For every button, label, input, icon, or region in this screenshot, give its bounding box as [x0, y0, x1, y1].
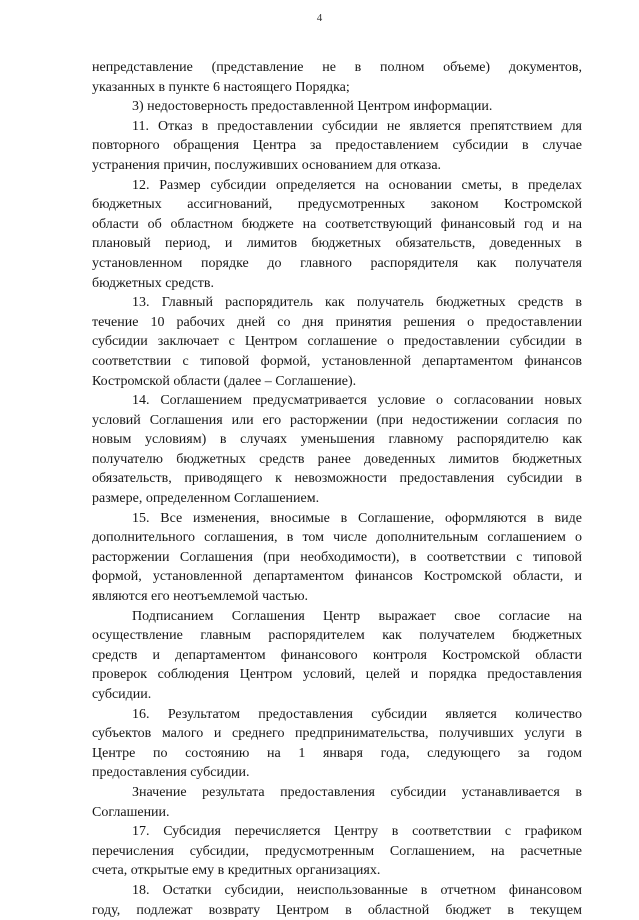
text-line: течение 10 рабочих дней со дня принятия решения о предоставлении	[92, 314, 582, 330]
text-line: осуществление главным распорядителем как получателем бюджетных	[92, 628, 582, 644]
text-line: соответствии с типовой формой, установленной департаментом финансов	[92, 353, 582, 369]
text-line: 16. Результатом предоставления субсидии является количество	[132, 706, 582, 722]
paragraph	[92, 117, 582, 176]
text-line: повторного обращения Центра за предоставлением субсидии в случае	[92, 138, 582, 154]
paragraph	[92, 391, 582, 509]
text-line: 3) недостоверность предоставленной Центром информации.	[132, 99, 493, 115]
text-line: предоставления субсидии.	[92, 765, 250, 781]
text-line: средств и департаментом финансового контроля Костромской области	[92, 647, 582, 663]
text-line: 11. Отказ в предоставлении субсидии не является препятствием для	[132, 118, 582, 134]
page-number: 4	[316, 12, 323, 24]
paragraph	[92, 783, 582, 822]
text-line: перечисления субсидии, предусмотренным Соглашением, на расчетные	[92, 843, 582, 859]
text-line: 14. Соглашением предусматривается условие о согласовании новых	[132, 393, 582, 409]
text-line: проверок соблюдения Центром условий, целей и порядка предоставления	[92, 667, 582, 683]
text-line: субъектов малого и среднего предпринимательства, получивших услуги в	[92, 726, 582, 742]
text-line: обязательств, приводящего к невозможности предоставления субсидии в	[92, 471, 582, 487]
text-line: плановый период, и лимитов бюджетных обязательств, доведенных в	[92, 236, 582, 252]
text-line: 12. Размер субсидии определяется на основании сметы, в пределах	[132, 177, 582, 193]
text-line: субсидии заключает с Центром соглашение о предоставлении субсидии в	[92, 334, 582, 350]
text-line: условий Соглашения или его расторжении (при недостижении согласия по	[92, 412, 582, 428]
paragraph	[92, 822, 582, 881]
paragraph	[92, 607, 582, 705]
text-line: бюджетных ассигнований, предусмотренных законом Костромской	[92, 197, 582, 213]
text-line: формой, установленной департаментом финансов Костромской области, и	[92, 569, 582, 585]
paragraph	[92, 705, 582, 783]
text-line: субсидии.	[92, 687, 152, 702]
document-body	[92, 58, 582, 920]
paragraph	[92, 509, 582, 607]
text-line: установленном порядке до главного распорядителя как получателя	[92, 255, 582, 271]
paragraph	[92, 881, 582, 920]
text-line: устранения причин, послуживших основанием для отказа.	[92, 157, 442, 173]
text-line: 13. Главный распорядитель как получатель бюджетных средств в	[132, 295, 582, 311]
text-line: Соглашении.	[92, 804, 170, 820]
text-line: размере, определенном Соглашением.	[92, 491, 320, 507]
text-line: непредставление (представление не в полном объеме) документов,	[92, 60, 582, 75]
paragraph	[92, 58, 582, 97]
text-line: бюджетных средств.	[92, 275, 215, 291]
text-line: получателю бюджетных средств ранее доведенных лимитов бюджетных	[92, 451, 582, 467]
text-line: Значение результата предоставления субсидии устанавливается в	[132, 784, 582, 800]
text-line: Подписанием Соглашения Центр выражает свое согласие на	[132, 608, 582, 624]
text-line: являются его неотъемлемой частью.	[92, 589, 309, 605]
paragraph	[92, 176, 582, 294]
text-line: 18. Остатки субсидии, неиспользованные в отчетном финансовом	[132, 882, 582, 898]
paragraph	[92, 293, 582, 391]
text-line: расторжении Соглашения (при необходимости), в соответствии с типовой	[92, 549, 582, 565]
paragraph	[92, 97, 582, 117]
text-line: году, подлежат возврату Центром в областной бюджет в текущем	[92, 902, 582, 918]
text-line: области об областном бюджете на соответствующий финансовый год и на	[92, 216, 582, 232]
text-line: новым условиям) в случаях уменьшения главному распорядителю как	[92, 432, 582, 448]
text-line: 15. Все изменения, вносимые в Соглашение, оформляются в виде	[132, 510, 582, 526]
text-line: Костромской области (далее – Соглашение).	[92, 373, 357, 389]
text-line: счета, открытые ему в кредитных организациях.	[92, 863, 381, 879]
text-line: указанных в пункте 6 настоящего Порядка;	[92, 79, 350, 95]
text-line: Центре по состоянию на 1 января года, следующего за годом	[92, 745, 582, 761]
text-line: дополнительного соглашения, в том числе дополнительным соглашением о	[92, 530, 582, 546]
text-line: 17. Субсидия перечисляется Центру в соответствии с графиком	[132, 824, 582, 840]
